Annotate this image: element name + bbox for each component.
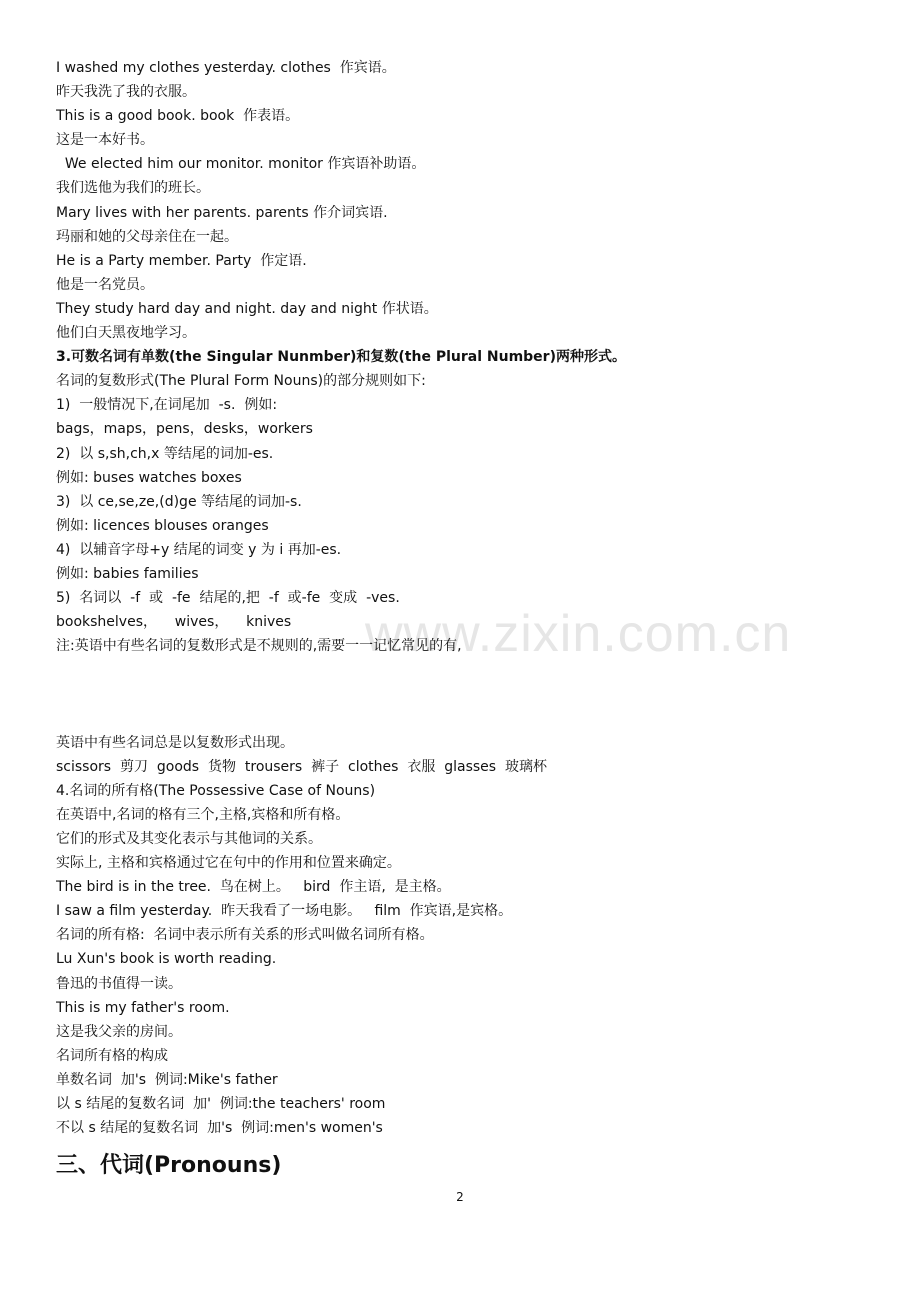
text-line: 昨天我洗了我的衣服。: [56, 84, 196, 101]
text-line: Mary lives with her parents. parents 作介词宾语.: [56, 204, 388, 221]
irregular-row: [56, 707, 876, 731]
text-line: 例如: buses watches boxes: [56, 469, 242, 486]
text-line: 实际上, 主格和宾格通过它在句中的作用和位置来确定。: [56, 855, 401, 872]
document-body: [56, 56, 876, 1140]
irregular-row: [56, 658, 876, 682]
text-line: 他们白天黑夜地学习。: [56, 325, 196, 342]
text-line: 4.名词的所有格(The Possessive Case of Nouns): [56, 782, 376, 799]
text-line: 我们选他为我们的班长。: [56, 180, 210, 197]
text-line: I saw a film yesterday. 昨天我看了一场电影。 film 作宾语,是宾格。: [56, 903, 513, 920]
text-line: This is my father's room.: [56, 999, 230, 1016]
text-line: Lu Xun's book is worth reading.: [56, 951, 277, 968]
page-number: 2: [456, 1190, 464, 1204]
text-line: 名词的复数形式(The Plural Form Nouns)的部分规则如下:: [56, 373, 426, 390]
section-heading: 3.可数名词有单数(the Singular Nunmber)和复数(the Plural Number)两种形式。: [56, 349, 626, 366]
text-line: 它们的形式及其变化表示与其他词的关系。: [56, 831, 322, 847]
text-line: 这是我父亲的房间。: [56, 1023, 182, 1040]
text-line: He is a Party member. Party 作定语.: [56, 252, 307, 269]
text-line: 英语中有些名词总是以复数形式出现。: [56, 734, 294, 751]
text-line: 3) 以 ce,se,ze,(d)ge 等结尾的词加-s.: [56, 493, 302, 510]
text-line: They study hard day and night. day and night 作状语。: [56, 300, 438, 317]
text-line: 单数名词 加's 例词:Mike's father: [56, 1071, 278, 1088]
text-line: 这是一本好书。: [56, 132, 154, 149]
text-line: 4) 以辅音字母+y 结尾的词变 y 为 i 再加-es.: [56, 541, 342, 558]
text-line: 在英语中,名词的格有三个,主格,宾格和所有格。: [56, 806, 350, 823]
text-line: 注:英语中有些名词的复数形式是不规则的,需要一一记忆常见的有,: [56, 638, 462, 655]
text-line: I washed my clothes yesterday. clothes 作宾语。: [56, 60, 396, 76]
text-line: This is a good book. book 作表语。: [56, 108, 300, 125]
text-line: 名词所有格的构成: [56, 1047, 168, 1064]
text-line: 1) 一般情况下,在词尾加 -s. 例如:: [56, 397, 278, 414]
chapter-heading: 三、代词(Pronouns): [56, 1153, 282, 1178]
text-line: bookshelves， wives， knives: [56, 614, 292, 631]
text-line: 名词的所有格: 名词中表示所有关系的形式叫做名词所有格。: [56, 927, 434, 944]
text-line: 例如: babies families: [56, 565, 199, 582]
text-line: scissors 剪刀 goods 货物 trousers 裤子 clothes 衣服 glasses 玻璃杯: [56, 758, 547, 775]
text-line: The bird is in the tree. 鸟在树上。 bird 作主语, 是主格。: [56, 879, 451, 896]
watermark: www.zixin.com.cn: [365, 605, 792, 663]
text-line: 5) 名词以 -f 或 -fe 结尾的,把 -f 或-fe 变成 -ves.: [56, 590, 400, 607]
text-line: 他是一名党员。: [56, 276, 154, 293]
text-line: 鲁迅的书值得一读。: [56, 975, 182, 992]
irregular-row: [56, 682, 876, 706]
text-line: 2) 以 s,sh,ch,x 等结尾的词加-es.: [56, 445, 274, 462]
text-line: 玛丽和她的父母亲住在一起。: [56, 228, 238, 245]
text-line: bags，maps，pens，desks，workers: [56, 421, 313, 438]
text-line: We elected him our monitor. monitor 作宾语补助语。: [56, 156, 426, 173]
text-line: 不以 s 结尾的复数名词 加's 例词:men's women's: [56, 1120, 383, 1137]
text-line: 以 s 结尾的复数名词 加' 例词:the teachers' room: [56, 1096, 386, 1113]
text-line: 例如: licences blouses oranges: [56, 517, 269, 534]
